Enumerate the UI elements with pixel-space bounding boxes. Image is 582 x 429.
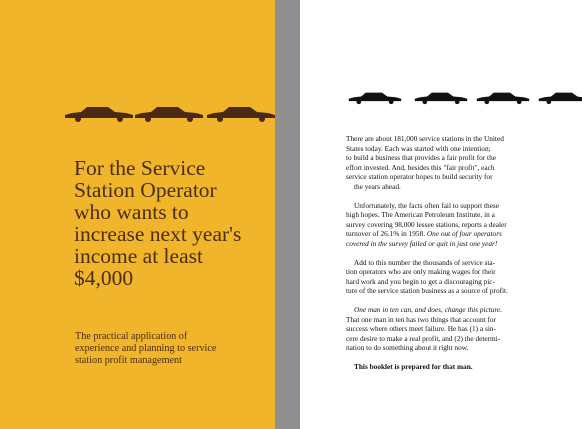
headline-line: income at least [74, 244, 203, 268]
subtext-line: experience and planning to service [75, 343, 217, 354]
paragraph-facts [346, 201, 568, 249]
body-text [346, 134, 568, 380]
closing-line [346, 362, 568, 372]
headline-line: Station Operator [74, 178, 217, 202]
text-line: survey covering 98,000 lessee stations, reports a dealer [346, 219, 507, 229]
subtext-line: The practical application of [75, 331, 188, 342]
text-line: That one man in ten has two things that account for [346, 314, 496, 324]
text-line: tion operators who are only making wages for their [346, 267, 496, 277]
car-icon [414, 90, 468, 106]
car-icon [348, 90, 402, 106]
car-icon [538, 90, 582, 106]
emphasis-text: covered in the survey failed or quit in just one year! [346, 238, 498, 248]
page-gutter [275, 0, 300, 429]
paragraph-one-in-ten [346, 305, 568, 353]
car-icon [64, 105, 134, 123]
headline-line: For the Service [74, 156, 206, 180]
text-line: States today. Each was started with one intention; [346, 143, 491, 153]
closing-text: This booklet is prepared for that man. [354, 361, 473, 371]
text-line: effort invested. And, besides this "fair profit", each [346, 162, 495, 172]
car-icon [134, 105, 204, 123]
text-line: high hopes. The American Petroleum Institute, in a [346, 210, 495, 220]
headline [74, 157, 274, 289]
text-line [346, 229, 568, 239]
text-line: to build a business that provides a fair profit for the [346, 153, 496, 163]
headline-line: increase next year's [74, 222, 242, 246]
text-line: nation to do something about it right now. [346, 343, 469, 353]
headline-line: who wants to [74, 200, 189, 224]
paragraph-intro [346, 134, 568, 192]
text-line: Add to this number the thousands of service sta- [354, 257, 496, 267]
car-icon [476, 90, 530, 106]
text-line: hard work and you begin to get a discouraging pic- [346, 276, 495, 286]
text-line: There are about 181,000 service stations in the United [346, 134, 504, 143]
text-run: turnover of 26.1% in 1958. [346, 229, 426, 239]
text-line: ture of the service station business as a source of profit. [346, 286, 508, 296]
text-line: success where others meet failure. He has (1) a sin- [346, 324, 496, 334]
text-line: cere desire to make a real profit, and (2) the determi- [346, 333, 501, 343]
subtext-line: station profit management [75, 355, 182, 366]
text-line: the years ahead. [354, 181, 401, 191]
paragraph-wages [346, 258, 568, 296]
text-line: Unfortunately, the facts often fail to support these [354, 200, 500, 210]
emphasis-text: One man in ten can, and does, change this picture. [354, 304, 503, 314]
text-line: service station operator hopes to build security for [346, 172, 493, 182]
emphasis-text: One out of four operators [425, 229, 502, 239]
subtext [75, 331, 275, 367]
left-page [0, 0, 275, 429]
headline-line: $4,000 [74, 266, 134, 290]
car-icon [206, 105, 276, 123]
